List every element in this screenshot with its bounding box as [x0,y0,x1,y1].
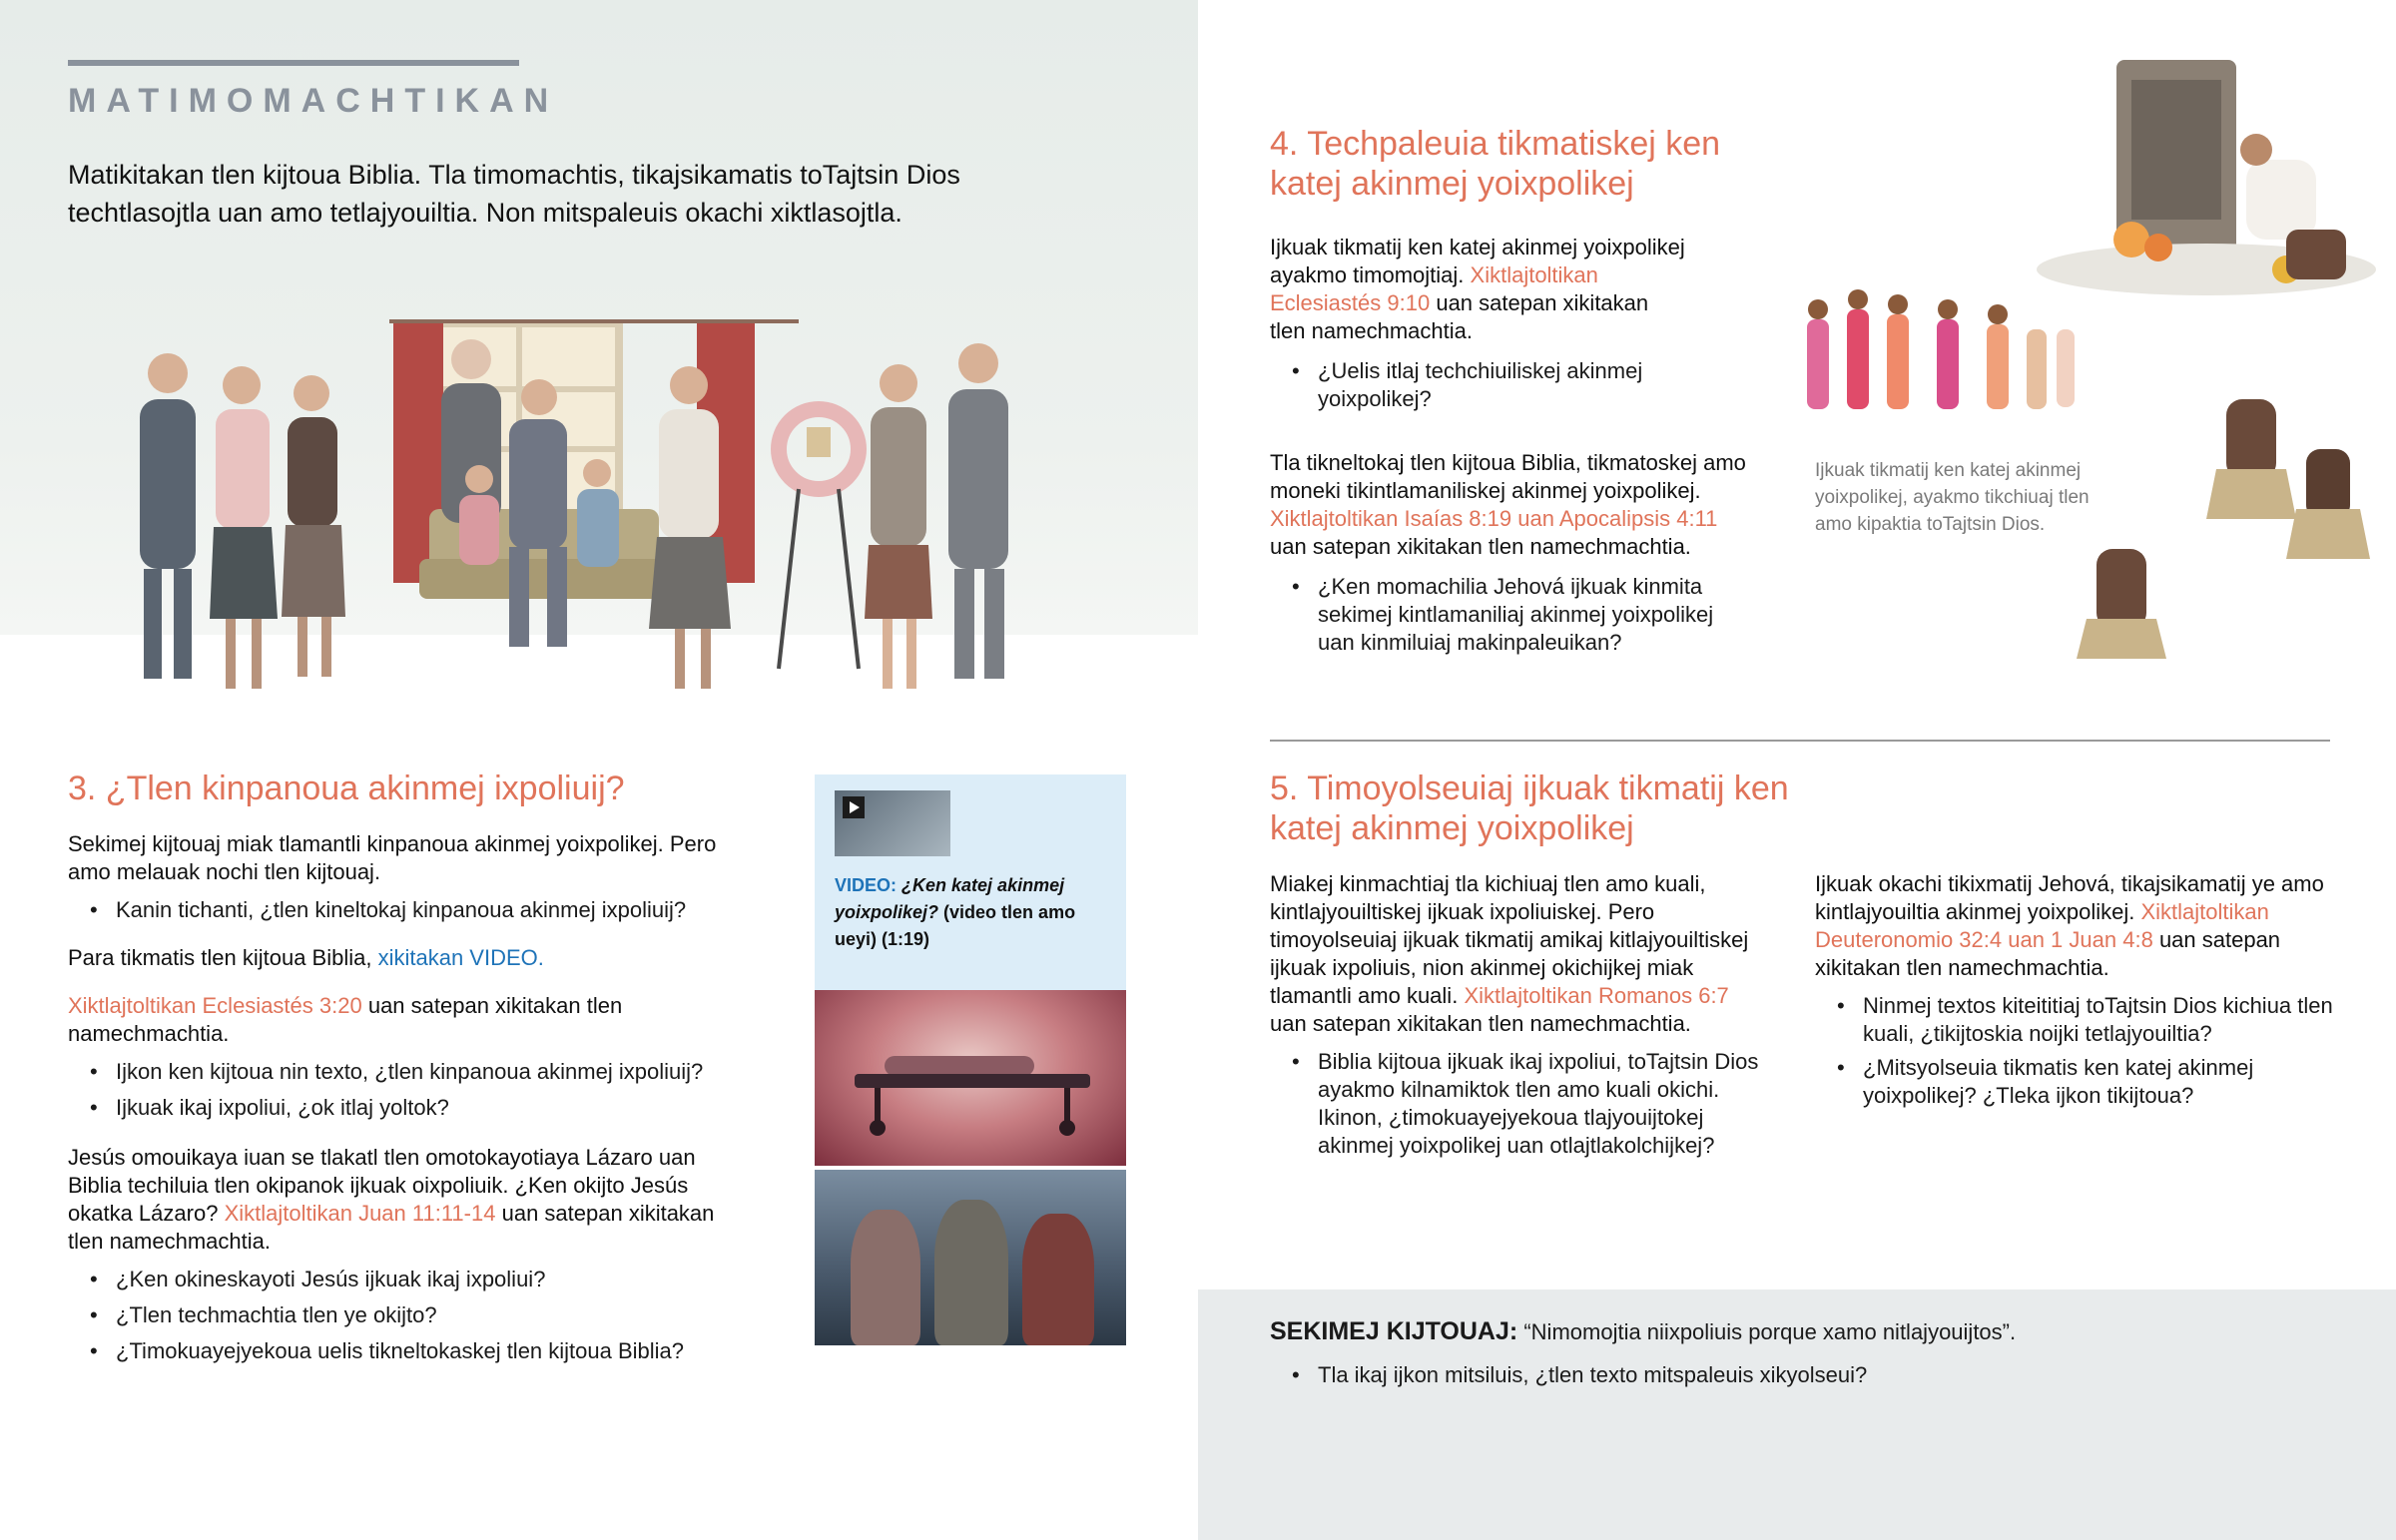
question-list [1270,357,1669,413]
paragraph-text: Miakej kinmachtiaj tla kichiuaj tlen amo kuali, kintlajyouiltiskej ijkuak ixpoliuiskej. Pero timoyolseuiaj ijkuak tikmatij amikaj kitlajyouiltiskej ijkuak ixpoliuis, nion akinmej okichijkej miak tlamantli amo kuali. [1270,871,1749,1008]
question-list [1270,1048,1769,1160]
video-label: VIDEO: [835,875,898,895]
paragraph-text: uan satepan xikitakan tlen namechmachtia. [68,993,623,1046]
question-list [1270,1361,2168,1389]
question-item: • Kanin tichanti, ¿tlen kineltokaj kinpanoua akinmej ixpoliuij? [68,896,787,924]
person-shape [934,1200,1008,1345]
section-5-column-right [1815,870,2344,1116]
paragraph-text: uan satepan xikitakan tlen namechmachtia. [1815,927,2281,980]
paragraph-text: uan satepan xikitakan tlen namechmachtia. [1270,534,1691,559]
body-shape [885,1056,1034,1076]
scripture-reference[interactable]: Xiktlajtoltikan Deuteronomio 32:4 uan 1 Juan 4:8 [1815,899,2269,952]
illustration-caption: Ijkuak tikmatij ken katej akinmej yoixpolikej, ayakmo tikchiuaj tlen amo kipaktia toTajtsin Dios. [1815,460,2090,535]
kicker-rule [68,60,519,66]
video-title: ¿Ken katej akinmej yoixpolikej? [835,875,1065,922]
footer-box [1198,1289,2396,1540]
paragraph-text: Ijkuak tikmatij ken katej akinmej yoixpolikej ayakmo timomojtiaj. [1270,235,1685,287]
offerings-illustration [1787,30,2396,689]
scripture-reference[interactable]: Xiktlajtoltikan Isaías 8:19 uan Apocalipsis 4:11 [1270,506,1718,531]
question-item: • Biblia kijtoua ijkuak ikaj ixpoliui, toTajtsin Dios ayakmo kilnamiktok tlen amo kuali okichi. Ikinon, ¿timokuayejyekoua tlajyouijtokej akinmej yoixpolikej uan otlajtlakolchijkej? [1270,1048,1769,1160]
section-5-paragraph-1 [1270,870,1769,1038]
question-list [68,1058,787,1122]
bed-leg [875,1088,881,1122]
bed-shape [855,1074,1090,1088]
intro-text: Matikitakan tlen kijtoua Biblia. Tla timomachtis, tikajsikamatis toTajtsin Dios techtlasojtla uan amo tetlajyouiltia. Non mitspaleuis okachi xiktlasojtla. [68,160,960,228]
video-card[interactable] [815,774,1126,990]
video-caption [835,872,1114,953]
kicker-heading: MATIMOMACHTIKAN [68,82,559,120]
section-5-paragraph-2 [1815,870,2344,982]
question-item: • ¿Ken okineskayoti Jesús ijkuak ikaj ixpoliui? [68,1266,787,1293]
bed-wheel [1059,1120,1075,1136]
scripture-reference[interactable]: Xiktlajtoltikan Eclesiastés 9:10 [1270,262,1598,315]
section-3-paragraph-3 [68,992,707,1048]
question-list [68,896,787,924]
section-3-paragraph-1: Sekimej kijtouaj miak tlamantli kinpanoua akinmej yoixpolikej. Pero amo melauak nochi tlen kijtouaj. [68,831,717,884]
section-5-column-left [1270,870,1769,1166]
section-4-paragraph-1 [1270,234,1689,345]
footer-label: SEKIMEJ KIJTOUAJ: [1270,1317,1518,1345]
video-description: (video tlen amo ueyi) (1:19) [835,902,1076,949]
person-shape [1022,1214,1094,1345]
video-thumbnail[interactable] [835,790,950,856]
section-5 [1270,769,2348,1158]
hospital-bed-photo [815,990,1126,1166]
section-3-paragraph-4 [68,1144,727,1256]
play-icon[interactable] [843,796,865,818]
question-item: • ¿Uelis itlaj techchiuiliskej akinmej yoixpolikej? [1270,357,1669,413]
question-item: • Ijkuak ikaj ixpoliui, ¿ok itlaj yoltok? [68,1094,787,1122]
question-item: • Ijkon ken kijtoua nin texto, ¿tlen kinpanoua akinmej ixpoliuij? [68,1058,787,1086]
question-item: • ¿Ken momachilia Jehová ijkuak kinmita sekimej kintlamaniliaj akinmej yoixpolikej uan kinmiluiaj makinpaleuikan? [1270,573,1749,657]
section-divider [1270,740,2330,742]
section-3 [68,769,787,1377]
paragraph-text: uan satepan xikitakan tlen namechmachtia. [1270,1011,1691,1036]
question-list [1815,992,2344,1110]
paragraph-text: uan satepan xikitakan tlen namechmachtia. [68,1201,715,1254]
scripture-reference[interactable]: Xiktlajtoltikan Romanos 6:7 [1464,983,1729,1008]
waiting-room-photo [815,1170,1126,1345]
scripture-reference[interactable]: Xiktlajtoltikan Juan 11:11-14 [224,1201,496,1226]
question-item: • ¿Tlen techmachtia tlen ye okijto? [68,1301,787,1329]
paragraph-text: uan satepan xikitakan tlen namechmachtia. [1270,290,1649,343]
footer-quote: “Nimomojtia niixpoliuis porque xamo nitlajyouijtos”. [1523,1319,2017,1344]
person-shape [851,1210,920,1345]
paragraph-text: Tla tikneltokaj tlen kijtoua Biblia, tikmatoskej amo moneki tikintlamaniliskej akinmej yoixpolikej. [1270,450,1746,503]
funeral-illustration [120,299,1078,709]
question-list [1270,573,1749,657]
bed-wheel [870,1120,886,1136]
bed-leg [1064,1088,1070,1122]
question-list [68,1266,787,1365]
section-5-title: 5. Timoyolseuiaj ijkuak tikmatij ken katej akinmej yoixpolikej [1270,770,1789,847]
paragraph-text: Para tikmatis tlen kijtoua Biblia, [68,945,372,970]
video-link[interactable]: xikitakan VIDEO. [377,945,544,970]
paragraph-text: Jesús omouikaya iuan se tlakatl tlen omotokayotiaya Lázaro uan Biblia techiluia tlen okipanok ijkuak oixpoliuik. ¿Ken okijto Jesús okatka Lázaro? [68,1145,696,1226]
question-item: • ¿Timokuayejyekoua uelis tikneltokaskej tlen kijtoua Biblia? [68,1337,787,1365]
section-4 [1270,124,1769,693]
scripture-reference[interactable]: Xiktlajtoltikan Eclesiastés 3:20 [68,993,362,1018]
section-3-title: 3. ¿Tlen kinpanoua akinmej ixpoliuij? [68,770,625,807]
question-item: • Tla ikaj ijkon mitsiluis, ¿tlen texto mitspaleuis xikyolseui? [1270,1361,2168,1389]
section-4-paragraph-2 [1270,449,1759,561]
question-item: • Ninmej textos kiteititiaj toTajtsin Dios kichiua tlen kuali, ¿tikijtoskia noijki tetlajyouiltia? [1815,992,2344,1048]
footer-quote-line [1270,1317,2016,1346]
right-page [1198,0,2396,1540]
section-3-paragraph-2 [68,944,787,972]
paragraph-text: Ijkuak okachi tikixmatij Jehová, tikajsikamatij ye amo kintlajyouiltia akinmej yoixpolikej. [1815,871,2324,924]
question-item: • ¿Mitsyolseuia tikmatis ken katej akinmej yoixpolikej? ¿Tleka ijkon tikijtoua? [1815,1054,2344,1110]
section-4-title: 4. Techpaleuia tikmatiskej ken katej akinmej yoixpolikej [1270,125,1721,203]
